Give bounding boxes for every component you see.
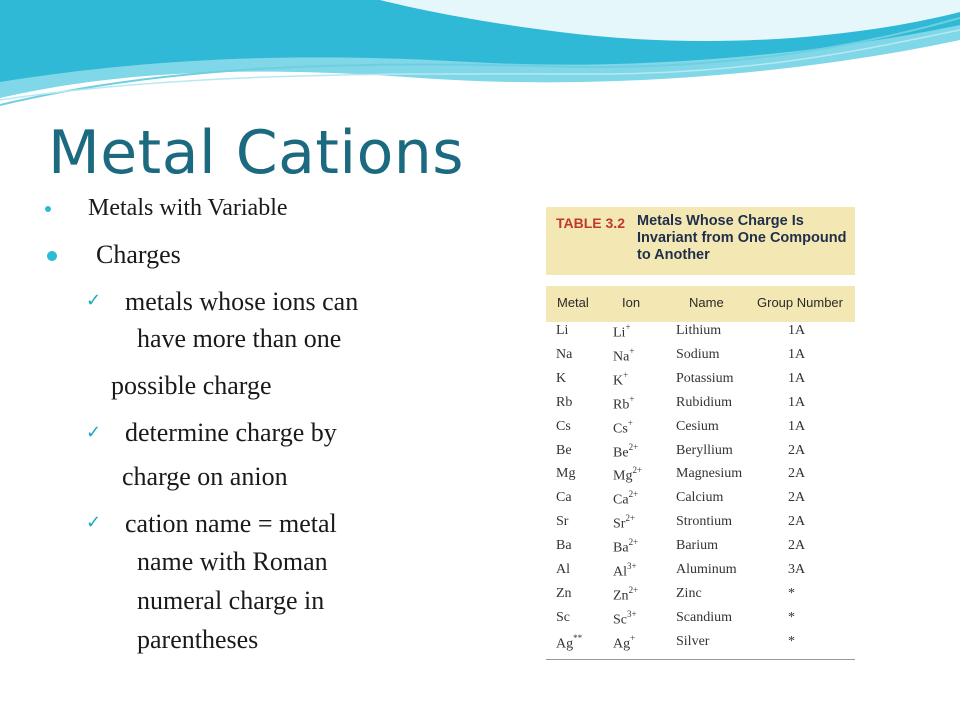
cell-group: * xyxy=(788,633,795,649)
cell-ion: $Ba^{2+}$ xyxy=(613,537,639,556)
cell-ion: $Zn^{2+}$ xyxy=(613,584,639,604)
cell-group: 1A xyxy=(788,346,806,362)
bullet-dot xyxy=(45,206,51,212)
cell-metal: Na xyxy=(556,346,573,362)
cell-ion: K+ xyxy=(613,369,629,389)
cell-name: Aluminum xyxy=(676,562,737,577)
decorative-wave-banner xyxy=(0,0,960,130)
cell-metal: Mg xyxy=(556,466,576,482)
check-item-text: have more than one xyxy=(137,324,342,353)
cell-group: 2A xyxy=(788,538,806,554)
cell-metal: Ca xyxy=(556,490,572,506)
cell-metal: Sc xyxy=(556,609,570,625)
table-caption: Metals Whose Charge Is Invariant from One Compound to Another xyxy=(637,213,847,263)
cell-metal: Sr xyxy=(556,514,569,530)
cell-name: Lithium xyxy=(676,323,722,338)
cell-ion: $Sr^{2+}$ xyxy=(613,513,636,532)
ion-charge: 3+ xyxy=(627,561,637,571)
cell-ion: $Mg^{2+}$ xyxy=(613,465,643,485)
ion-charge: + xyxy=(623,369,629,380)
footnote-marker: ** xyxy=(573,632,583,643)
cell-name: Cesium xyxy=(676,418,719,434)
ion-charge: + xyxy=(630,632,636,643)
ion-charge: 3+ xyxy=(627,608,637,619)
cell-ion: $Ca^{2+}$ xyxy=(613,489,639,508)
cell-name: Magnesium xyxy=(676,466,743,482)
check-item-text: determine charge by xyxy=(125,418,337,447)
cell-metal: Cs xyxy=(556,418,571,434)
cell-group: 2A xyxy=(788,442,806,458)
cell-name: Potassium xyxy=(676,370,734,386)
cell-name: Strontium xyxy=(676,514,733,530)
cell-ion: $Be^{2+}$ xyxy=(613,441,639,461)
cell-metal: K xyxy=(556,370,567,386)
cell-group: 1A xyxy=(788,394,806,410)
ion-charge: + xyxy=(629,345,635,356)
cell-ion: Na+ xyxy=(613,345,635,365)
bullet-text: Charges xyxy=(96,240,181,269)
check-item-text: metals whose ions can xyxy=(125,287,359,316)
metals-table xyxy=(546,207,855,662)
table-header xyxy=(546,207,855,275)
cell-name: Scandium xyxy=(676,609,732,625)
table-bottom-rule xyxy=(546,659,855,660)
column-header-name: Name xyxy=(689,295,724,310)
cell-name: Silver xyxy=(676,633,710,649)
cell-metal: Rb xyxy=(556,394,573,410)
ion-charge: + xyxy=(627,417,633,428)
check-item-text: cation name = metal xyxy=(125,509,337,538)
cell-name: Zinc xyxy=(676,585,702,601)
ion-charge: 2+ xyxy=(632,465,643,476)
ion-charge: 2+ xyxy=(628,537,639,548)
cell-ion: Cs+ xyxy=(613,417,633,437)
checkmark-icon: ✓ xyxy=(86,422,102,443)
check-item-text: parentheses xyxy=(137,625,259,654)
ion-charge: + xyxy=(625,322,631,332)
ion-charge: 2+ xyxy=(628,584,639,595)
cell-metal: Zn xyxy=(556,585,572,601)
continuation-text: charge on anion xyxy=(122,462,288,491)
column-header-group-number: Group Number xyxy=(757,295,843,310)
continuation-text: possible charge xyxy=(111,371,272,400)
cell-group: 2A xyxy=(788,466,806,482)
cell-group: 1A xyxy=(788,418,806,434)
check-item-text: numeral charge in xyxy=(137,586,325,615)
cell-name: Rubidium xyxy=(676,394,733,410)
cell-ion: Ag+ xyxy=(613,632,636,652)
cell-ion: $Al^{3+}$ xyxy=(613,561,637,580)
column-header-ion: Ion xyxy=(622,295,641,310)
cell-metal: Ba xyxy=(556,538,572,554)
checkmark-icon: ✓ xyxy=(86,512,102,533)
bullet-dot xyxy=(47,251,57,261)
ion-charge: + xyxy=(629,393,635,404)
cell-group: * xyxy=(788,609,795,625)
column-header-metal: Metal xyxy=(557,295,589,310)
cell-name: Calcium xyxy=(676,490,724,506)
cell-metal: Al xyxy=(556,562,570,577)
cell-name: Sodium xyxy=(676,346,720,362)
check-item-text: name with Roman xyxy=(137,547,328,576)
ion-charge: 2+ xyxy=(625,513,636,524)
cell-ion: Rb+ xyxy=(613,393,635,413)
cell-group: 1A xyxy=(788,370,806,386)
cell-name: Beryllium xyxy=(676,442,733,458)
ion-charge: 2+ xyxy=(628,441,639,452)
cell-metal: Ag** xyxy=(556,632,583,652)
cell-group: 1A xyxy=(788,323,806,338)
bullet-text: Metals with Variable xyxy=(88,195,288,221)
cell-metal: Li xyxy=(556,323,569,338)
checkmark-icon: ✓ xyxy=(86,290,102,311)
cell-ion: $Sc^{3+}$ xyxy=(613,608,637,628)
cell-metal: Be xyxy=(556,442,572,458)
ion-charge: 2+ xyxy=(628,489,639,500)
cell-group: * xyxy=(788,585,795,601)
slide-title: Metal Cations xyxy=(48,118,465,188)
cell-ion: Li+ xyxy=(613,322,631,341)
cell-group: 3A xyxy=(788,562,806,577)
table-number: TABLE 3.2 xyxy=(556,215,625,231)
cell-group: 2A xyxy=(788,514,806,530)
cell-group: 2A xyxy=(788,490,806,506)
cell-name: Barium xyxy=(676,538,718,554)
